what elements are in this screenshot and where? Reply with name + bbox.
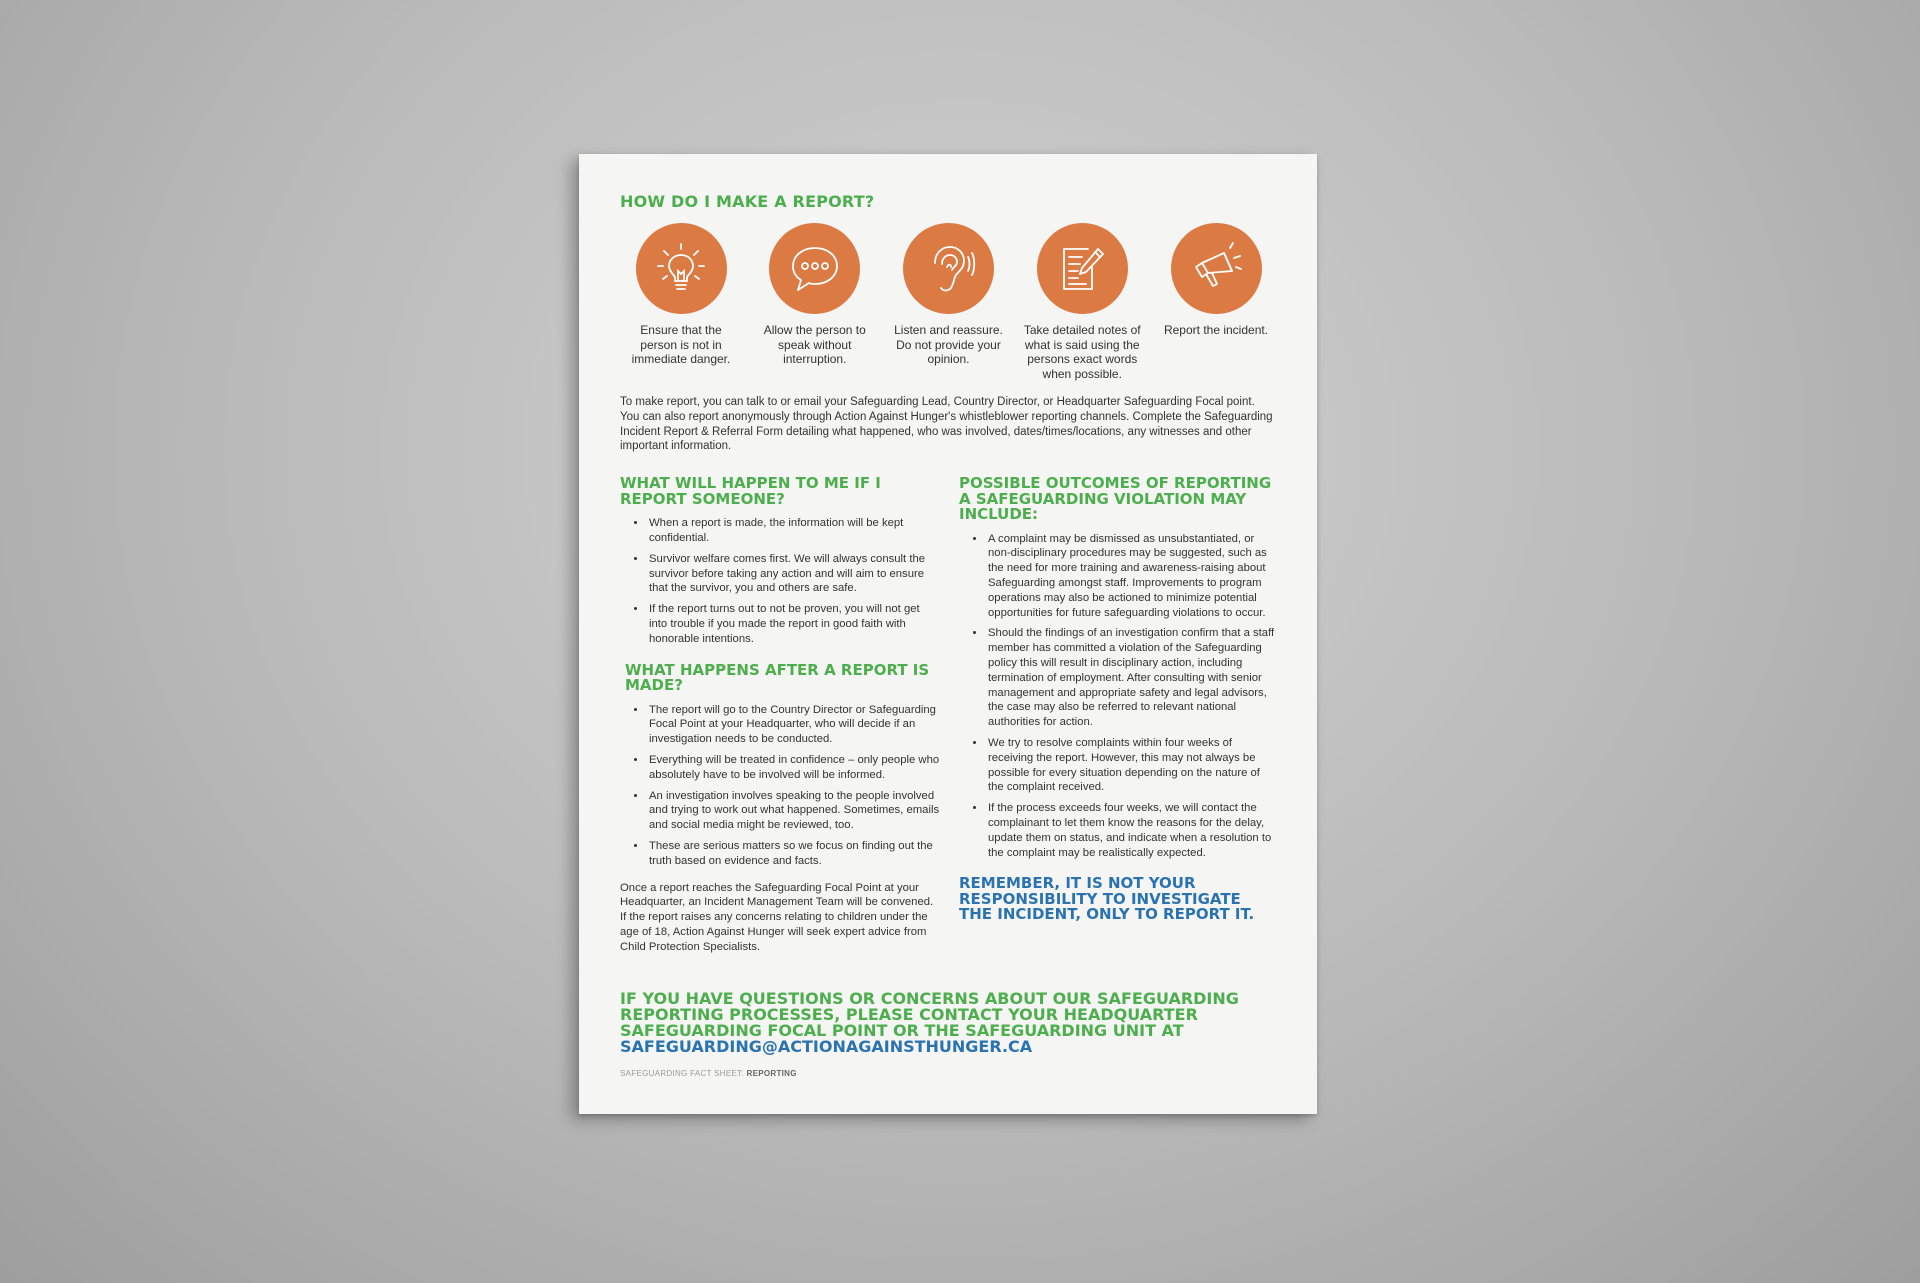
remember-callout: REMEMBER, IT IS NOT YOUR RESPONSIBILITY TO INVESTIGATE THE INCIDENT, ONLY TO REPORT IT. [959, 874, 1255, 924]
list-item: • Should the findings of an investigation confirm that a staff member has committed a violation of the Safeguarding policy this will result in disciplinary action, including termination of employment. After consulting with senior management and appropriate safety and legal advisors, the case may also be referred to relevant national authorities for action. [986, 626, 1277, 730]
step-3 [890, 223, 1008, 381]
bullet-list [959, 532, 1277, 861]
bullet-list [620, 516, 940, 646]
step-4 [1023, 223, 1141, 381]
list-item: • If the report turns out to not be proven, you will not get into trouble if you made the report in good faith with honorable intentions. [647, 602, 940, 646]
fact-sheet-page [579, 154, 1317, 1114]
list-item: • The report will go to the Country Director or Safeguarding Focal Point at your Headquarter, who will decide if an investigation needs to be conducted. [647, 703, 940, 747]
left-column [620, 476, 940, 954]
list-item: • These are serious matters so we focus on finding out the truth based on evidence and facts. [647, 839, 940, 869]
list-item: • Everything will be treated in confidence – only people who absolutely have to be involved will be informed. [647, 753, 940, 783]
ear-icon [903, 223, 994, 314]
step-5 [1157, 223, 1275, 381]
list-item: • We try to resolve complaints within four weeks of receiving the report. However, this may not always be possible for every situation depending on the nature of the complaint received. [986, 736, 1277, 795]
section-title-what-happens-after: WHAT HAPPENS AFTER A REPORT IS MADE? [625, 660, 930, 695]
list-item: • When a report is made, the information will be kept confidential. [647, 516, 940, 546]
footer-prefix: SAFEGUARDING FACT SHEET: [620, 1068, 744, 1078]
megaphone-icon [1171, 223, 1262, 314]
list-item: • If the process exceeds four weeks, we will contact the complainant to let them know the reasons for the delay, update them on status, and indicate when a resolution to the complaint may be realistically expected. [986, 801, 1277, 860]
report-steps [620, 223, 1277, 381]
step-2 [756, 223, 874, 381]
closing-paragraph: Once a report reaches the Safeguarding Focal Point at your Headquarter, an Incident Management Team will be convened. If the report raises any concerns relating to children under the age of 18, Action Against Hunger will seek expert advice from Child Protection Specialists. [620, 881, 934, 953]
bullet-list [620, 703, 940, 869]
step-label: Listen and reassure. Do not provide your opinion. [894, 323, 1003, 366]
section-title-possible-outcomes: POSSIBLE OUTCOMES OF REPORTING A SAFEGUARDING VIOLATION MAY INCLUDE: [959, 474, 1272, 524]
contact-text: IF YOU HAVE QUESTIONS OR CONCERNS ABOUT OUR SAFEGUARDING REPORTING PROCESSES, PLEASE CONTACT YOUR HEADQUARTER SAFEGUARDING FOCAL POINT OR THE SAFEGUARDING UNIT AT [620, 988, 1239, 1040]
footer-bold: REPORTING [746, 1068, 797, 1078]
footer [620, 1069, 1277, 1078]
list-item: • A complaint may be dismissed as unsubstantiated, or non-disciplinary procedures may be suggested, such as the need for more training and awareness-raising about Safeguarding amongst staff. Improvements to program operations may also be actioned to minimize potential opportunities for future safeguarding violations to occur. [986, 532, 1277, 621]
list-item: • An investigation involves speaking to the people involved and trying to work out what happened. Sometimes, emails and social media might be reviewed, too. [647, 789, 940, 833]
step-label: Report the incident. [1163, 323, 1269, 337]
speech-bubble-icon [769, 223, 860, 314]
notes-pencil-icon [1037, 223, 1128, 314]
step-label: Ensure that the person is not in immediate danger. [631, 323, 731, 366]
two-column-section [620, 476, 1277, 954]
step-label: Allow the person to speak without interruption. [763, 323, 866, 366]
step-label: Take detailed notes of what is said using the persons exact words when possible. [1023, 323, 1141, 381]
intro-paragraph: To make report, you can talk to or email your Safeguarding Lead, Country Director, or Headquarter Safeguarding Focal point. You can also report anonymously through Action Against Hunger's whistleblower reporting channels. Complete the Safeguarding Incident Report & Referral Form detailing what happened, who was involved, dates/times/locations, any witnesses and other important information. [620, 396, 1273, 453]
contact-email-link[interactable]: SAFEGUARDING@ACTIONAGAINSTHUNGER.CA [620, 1036, 1033, 1056]
section-title-what-will-happen: WHAT WILL HAPPEN TO ME IF I REPORT SOMEONE? [620, 474, 881, 508]
list-item: • Survivor welfare comes first. We will always consult the survivor before taking any action and will aim to ensure that the survivor, you and others are safe. [647, 552, 940, 596]
contact-callout [620, 988, 1277, 1056]
lightbulb-icon [636, 223, 727, 314]
step-1 [622, 223, 740, 381]
right-column [959, 476, 1277, 954]
page-title: HOW DO I MAKE A REPORT? [620, 192, 875, 211]
